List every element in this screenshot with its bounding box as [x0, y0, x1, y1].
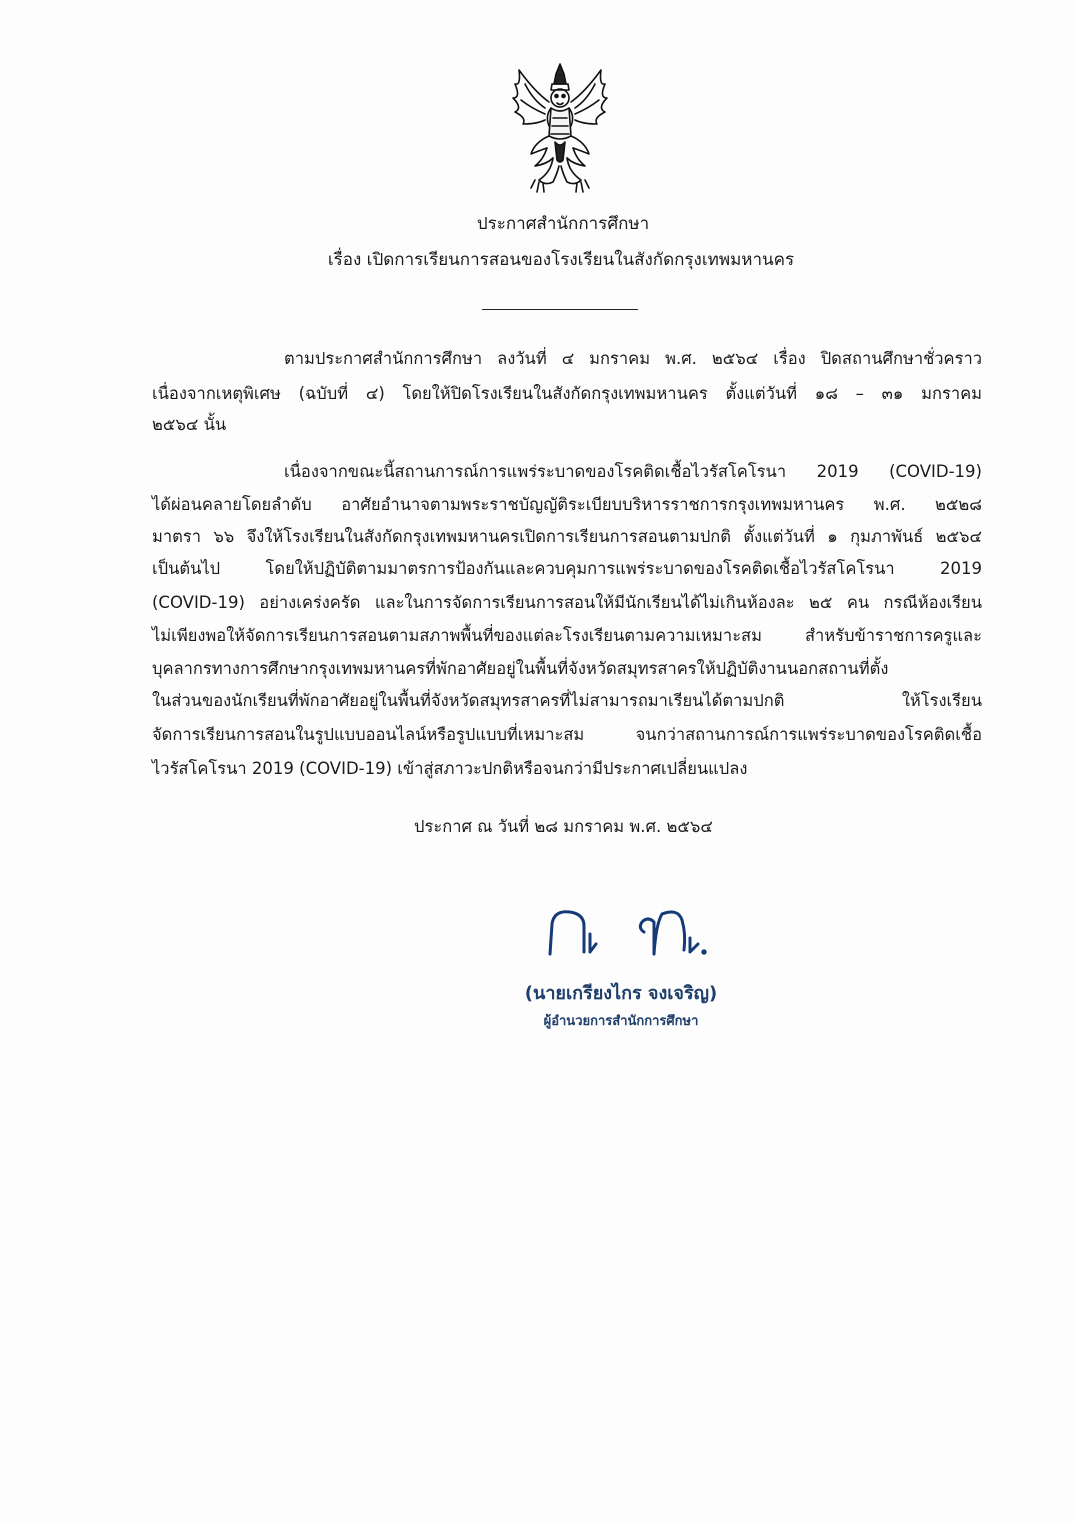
- paragraph-1-line: เนื่องจากเหตุพิเศษ (ฉบับที่ ๔) โดยให้ปิดโรงเรียนในสังกัดกรุงเทพมหานคร ตั้งแต่วันที่ ๑๘ – ๓๑ มกราคม: [152, 384, 982, 403]
- paragraph-2-line: เนื่องจากขณะนี้สถานการณ์การแพร่ระบาดของโรคติดเชื้อไวรัสโคโรนา 2019 (COVID-19): [284, 462, 982, 481]
- document-subject: เรื่อง เปิดการเรียนการสอนของโรงเรียนในสังกัดกรุงเทพมหานคร: [327, 250, 795, 270]
- paragraph-2-line: บุคลากรทางการศึกษากรุงเทพมหานครที่พักอาศัยอยู่ในพื้นที่จังหวัดสมุทรสาครให้ปฏิบัติงานนอกสถานที่ตั้ง: [152, 659, 889, 678]
- paragraph-2-line: เป็นต้นไป โดยให้ปฏิบัติตามมาตรการป้องกันและควบคุมการแพร่ระบาดของโรคติดเชื้อไวรัสโคโรนา 2019: [152, 559, 982, 578]
- garuda-emblem-icon: [505, 62, 615, 197]
- proclamation-date: ประกาศ ณ วันที่ ๒๘ มกราคม พ.ศ. ๒๕๖๔: [414, 817, 713, 836]
- paragraph-1-line: ตามประกาศสำนักการศึกษา ลงวันที่ ๔ มกราคม พ.ศ. ๒๕๖๔ เรื่อง ปิดสถานศึกษาชั่วคราว: [284, 349, 982, 368]
- paragraph-2-line: ได้ผ่อนคลายโดยลำดับ อาศัยอำนาจตามพระราชบัญญัติระเบียบบริหารราชการกรุงเทพมหานคร พ.ศ. ๒๕๒๘: [152, 495, 982, 514]
- paragraph-2-line: (COVID-19) อย่างเคร่งครัด และในการจัดการเรียนการสอนให้มีนักเรียนได้ไม่เกินห้องละ ๒๕ คน กรณีห้องเรียน: [152, 593, 982, 612]
- header-divider: [482, 309, 638, 310]
- paragraph-2-line: จัดการเรียนการสอนในรูปแบบออนไลน์หรือรูปแบบที่เหมาะสม จนกว่าสถานการณ์การแพร่ระบาดของโรคติดเชื้อ: [152, 725, 982, 744]
- signer-name: (นายเกรียงไกร จงเจริญ): [524, 983, 718, 1004]
- paragraph-2-line: มาตรา ๖๖ จึงให้โรงเรียนในสังกัดกรุงเทพมหานครเปิดการเรียนการสอนตามปกติ ตั้งแต่วันที่ ๑ กุมภาพันธ์ ๒๕๖๔: [152, 527, 982, 546]
- paragraph-2-line: ในส่วนของนักเรียนที่พักอาศัยอยู่ในพื้นที่จังหวัดสมุทรสาครที่ไม่สามารถมาเรียนได้ตามปกติ ให้โรงเรียน: [152, 691, 982, 710]
- paragraph-1-line: ๒๕๖๔ นั้น: [152, 415, 227, 434]
- document-title: ประกาศสำนักการศึกษา: [476, 214, 650, 234]
- paragraph-2-line: ไวรัสโคโรนา 2019 (COVID-19) เข้าสู่สภาวะปกติหรือจนกว่ามีประกาศเปลี่ยนแปลง: [152, 759, 748, 778]
- handwritten-signature: [540, 904, 730, 974]
- signer-position: ผู้อำนวยการสำนักการศึกษา: [543, 1014, 699, 1029]
- paragraph-2-line: ไม่เพียงพอให้จัดการเรียนการสอนตามสภาพพื้นที่ของแต่ละโรงเรียนตามความเหมาะสม สำหรับข้าราชการครูและ: [152, 626, 982, 645]
